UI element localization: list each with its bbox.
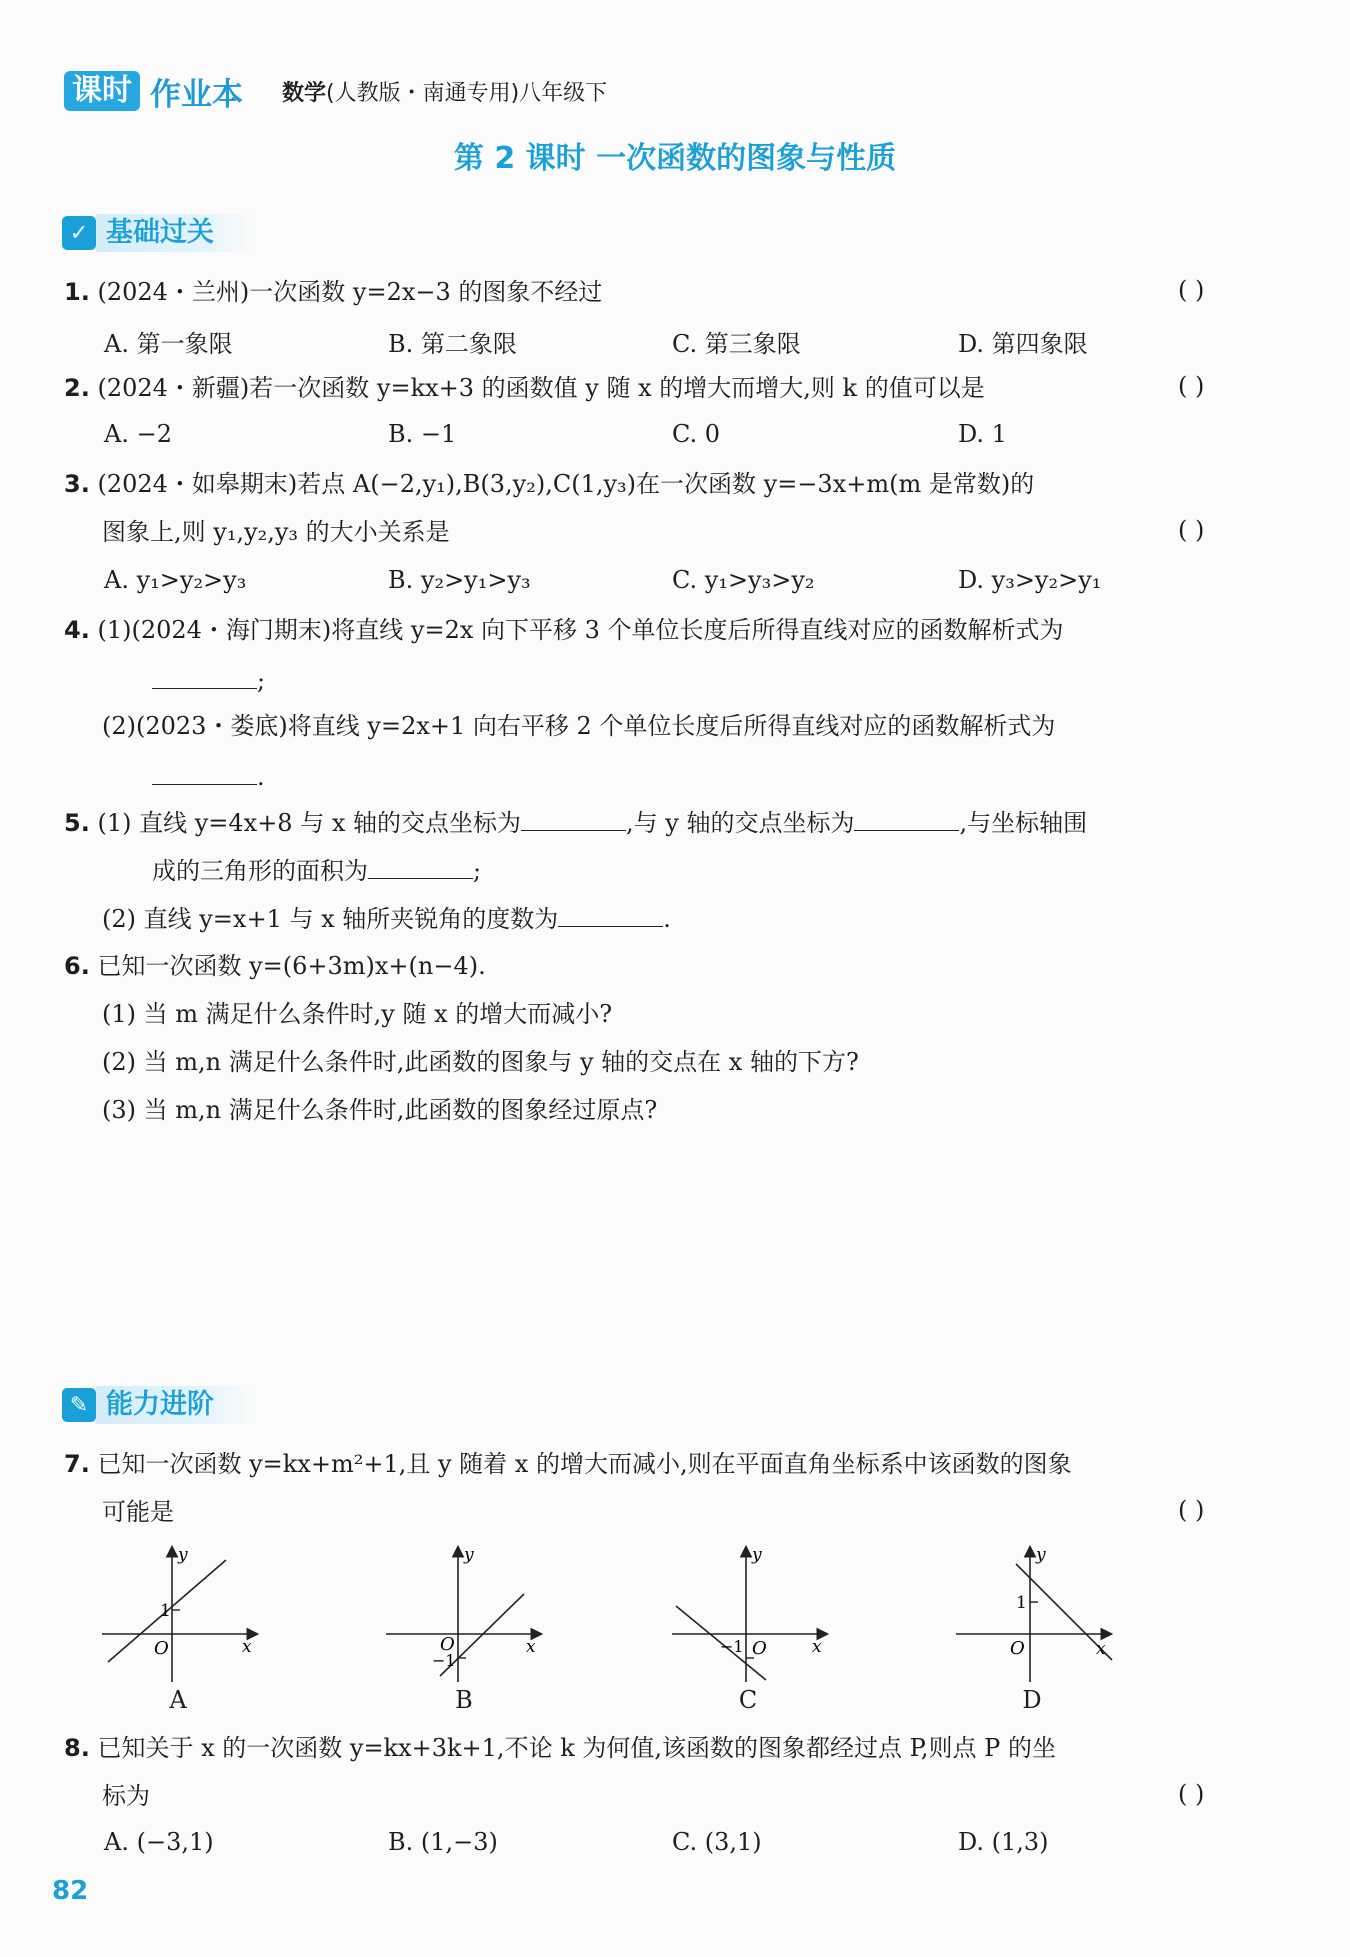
q4-part1-text: (1)(2024・海门期末)将直线 y=2x 向下平移 3 个单位长度后所得直线对应的函数解析式为 [97,616,1064,644]
q8-option-a: A. (−3,1) [104,1828,214,1856]
q8-text-line1: 已知关于 x 的一次函数 y=kx+3k+1,不论 k 为何值,该函数的图象都经过点 P,则点 P 的坐 [97,1734,1056,1762]
q5-part1-line1 [64,806,1087,839]
q8-answer-bracket: ( ) [1178,1780,1205,1808]
q2-option-b: B. −1 [388,420,457,448]
q5-blank-area[interactable] [368,854,473,879]
q5-part1e: ; [473,857,482,885]
q5-part1a: (1) 直线 y=4x+8 与 x 轴的交点坐标为 [97,809,521,837]
q3-option-d: D. y₃>y₂>y₁ [958,566,1102,594]
q2-option-a: A. −2 [104,420,172,448]
q6-stem [64,950,486,982]
tick-label: −1 [432,1651,456,1670]
pencil-icon: ✎ [62,1388,96,1422]
q1-option-c: C. 第三象限 [672,330,801,358]
q7-stem-line1 [64,1448,1072,1480]
q7-number: 7. [64,1450,90,1478]
q3-option-c: C. y₁>y₃>y₂ [672,566,815,594]
q4-part1-end: ; [257,667,266,695]
subject-line [282,76,607,107]
q1-text: (2024・兰州)一次函数 y=2x−3 的图象不经过 [97,278,603,306]
q5-part1b: ,与 y 轴的交点坐标为 [626,809,855,837]
q7-graph-d [952,1540,1122,1690]
x-label: x [526,1637,536,1657]
q4-number: 4. [64,616,90,644]
brand-word: 作业本 [150,76,243,113]
brand-logo [64,70,243,112]
q4-part2-answer [152,760,265,793]
q4-part1 [64,614,1064,646]
origin-label: O [1010,1638,1025,1659]
q6-sub2: (2) 当 m,n 满足什么条件时,此函数的图象与 y 轴的交点在 x 轴的下方? [102,1048,859,1076]
q4-part2-blank[interactable] [152,760,257,785]
tick-label: 1 [160,1601,171,1621]
q5-part1d: 成的三角形的面积为 [152,857,368,885]
y-label: y [752,1545,762,1565]
section-advanced [62,1384,254,1426]
q2-option-c: C. 0 [672,420,721,448]
q3-text-line2: 图象上,则 y₁,y₂,y₃ 的大小关系是 [102,518,450,546]
q1-answer-bracket: ( ) [1178,276,1205,304]
q5-blank-angle[interactable] [558,902,663,927]
q7-graph-d-caption: D [1022,1686,1042,1714]
section-basic [62,212,254,254]
x-label: x [1096,1639,1106,1659]
tick-label: −1 [720,1637,744,1656]
origin-label: O [440,1634,455,1655]
q7-graph-b-caption: B [455,1686,473,1714]
q3-number: 3. [64,470,90,498]
y-label: y [1036,1545,1046,1565]
q7-graph-c-caption: C [738,1686,758,1714]
q5-blank-x-intercept[interactable] [521,806,626,831]
q3-option-b: B. y₂>y₁>y₃ [388,566,531,594]
q8-option-c: C. (3,1) [672,1828,762,1856]
x-label: x [242,1637,252,1657]
q5-blank-y-intercept[interactable] [854,806,959,831]
q7-graph-a-caption: A [169,1686,187,1714]
q1-stem [64,276,602,308]
x-label: x [812,1637,822,1657]
section-advanced-label: 能力进阶 [96,1386,254,1424]
q1-number: 1. [64,278,90,306]
q3-stem-line1 [64,468,1034,500]
q2-option-d: D. 1 [958,420,1007,448]
q1-option-a: A. 第一象限 [104,330,233,358]
origin-label: O [752,1638,767,1659]
q2-stem [64,372,985,404]
q1-option-d: D. 第四象限 [958,330,1088,358]
subject-rest: (人教版・南通专用)八年级下 [326,81,608,106]
q5-part2a: (2) 直线 y=x+1 与 x 轴所夹锐角的度数为 [102,905,559,933]
q3-text-line1: (2024・如皋期末)若点 A(−2,y₁),B(3,y₂),C(1,y₃)在一次函数 y=−3x+m(m 是常数)的 [97,470,1035,498]
q7-answer-bracket: ( ) [1178,1496,1205,1524]
q5-part1-line2 [152,854,481,887]
q7-text-line1: 已知一次函数 y=kx+m²+1,且 y 随着 x 的增大而减小,则在平面直角坐标系中该函数的图象 [97,1450,1072,1478]
q5-part2 [102,902,671,935]
q3-option-a: A. y₁>y₂>y₃ [104,566,247,594]
q8-option-b: B. (1,−3) [388,1828,498,1856]
q5-part1c: ,与坐标轴围 [959,809,1088,837]
y-label: y [178,1545,188,1565]
q8-stem-line1 [64,1732,1056,1764]
q5-part2b: . [663,905,671,933]
q8-option-d: D. (1,3) [958,1828,1049,1856]
q6-sub1: (1) 当 m 满足什么条件时,y 随 x 的增大而减小? [102,1000,613,1028]
q6-number: 6. [64,952,90,980]
brand-badge: 课时 [64,71,140,111]
check-icon: ✓ [62,216,96,250]
q8-text-line2: 标为 [102,1782,150,1810]
q4-part2-end: . [257,763,265,791]
q7-graph-c [668,1540,838,1690]
q7-text-line2: 可能是 [102,1498,174,1526]
subject-bold: 数学 [282,81,327,106]
q4-part2-text: (2)(2023・娄底)将直线 y=2x+1 向右平移 2 个单位长度后所得直线对应的函数解析式为 [102,712,1056,740]
y-label: y [464,1545,474,1565]
q3-answer-bracket: ( ) [1178,516,1205,544]
tick-label: 1 [1016,1593,1027,1613]
q2-number: 2. [64,374,90,402]
page-number: 82 [52,1876,89,1906]
origin-label: O [154,1638,169,1659]
lesson-title: 第 2 课时 一次函数的图象与性质 [453,141,897,176]
q4-part1-blank[interactable] [152,664,257,689]
q8-number: 8. [64,1734,90,1762]
q5-number: 5. [64,809,90,837]
q7-graph-b [382,1540,552,1690]
q6-text: 已知一次函数 y=(6+3m)x+(n−4). [97,952,486,980]
q7-graph-a [98,1540,268,1690]
section-basic-label: 基础过关 [96,214,254,252]
q2-answer-bracket: ( ) [1178,372,1205,400]
q2-text: (2024・新疆)若一次函数 y=kx+3 的函数值 y 随 x 的增大而增大,则 k 的值可以是 [97,374,985,402]
q6-sub3: (3) 当 m,n 满足什么条件时,此函数的图象经过原点? [102,1096,658,1124]
q1-option-b: B. 第二象限 [388,330,517,358]
q4-part1-answer [152,664,265,697]
